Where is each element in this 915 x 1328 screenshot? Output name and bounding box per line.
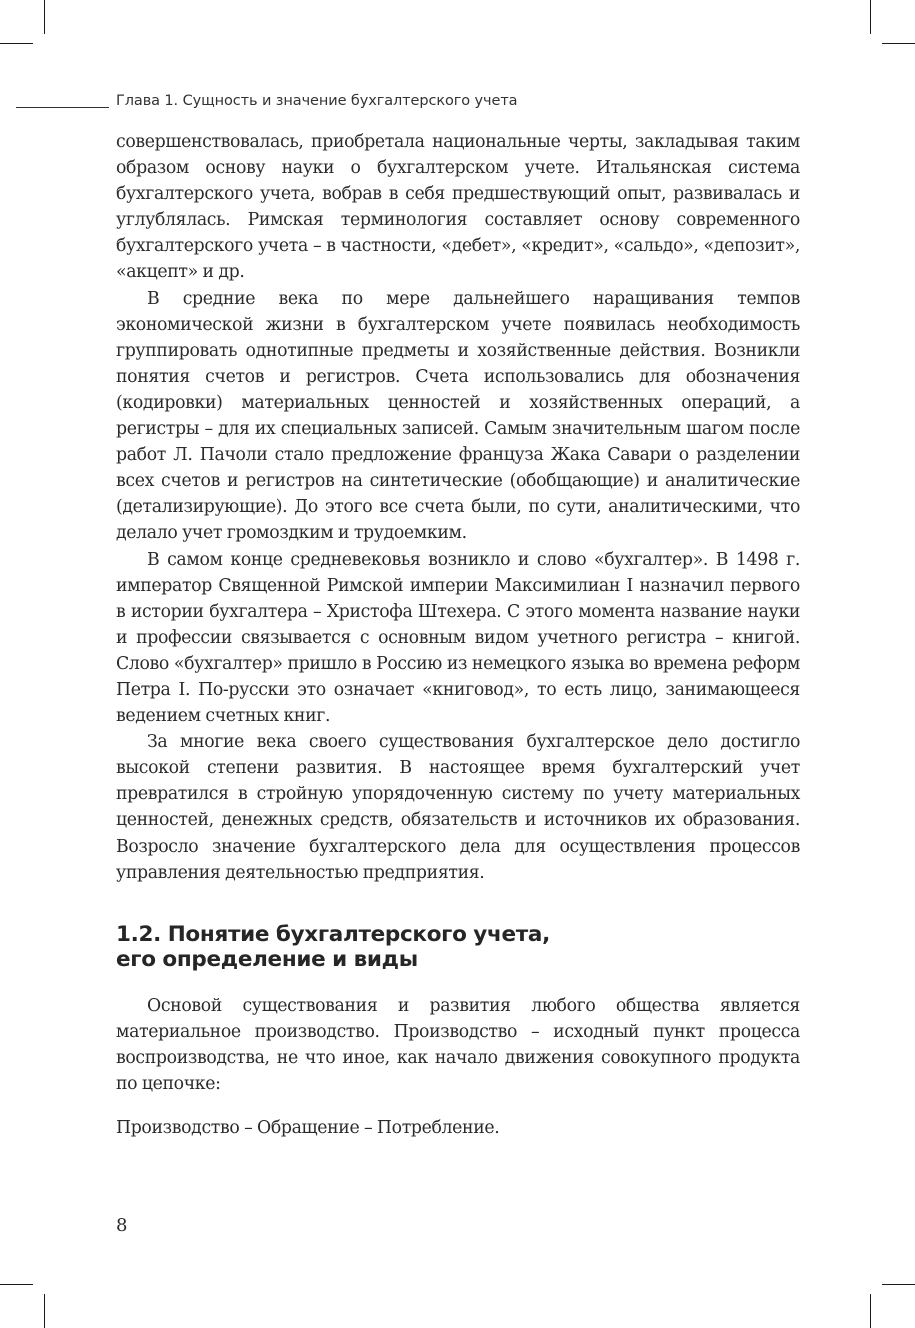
paragraph-bookkeeper-word: В самом конце средневековья возникло и слово «бухгалтер». В 1498 г. император Священной Римской империи Максимилиан I назначил первого в истории бухгалтера – Христофа Штехера. С этого момента название науки и профессии связывается с основным видом учетного регистра – книгой. Слово «бухгалтер» пришло в Россию из немецкого языка во времена реформ Петра I. По-русски это означает «книговод», то есть лицо, занимающееся ведением счетных книг. [116,549,800,727]
page-body [116,129,800,1141]
paragraph-middle-ages: В средние века по мере дальнейшего наращивания темпов экономической жизни в бухгалтерском учете появилась необходимость группировать однотипные предметы и хозяйственные действия. Возникли понятия счетов и регистров. Счета использовались для обозначения (кодировки) материальных ценностей и хозяйственных операций, а регистры – для их специальных записей. Самым значительным шагом после работ Л. Пачоли стало предложение француза Жака Савари о разделении всех счетов и регистров на синтетические (обобщающие) и аналитические (детализирующие). До этого все счета были, по сути, аналитическими, что делало учет громоздким и трудоемким. [116,288,800,544]
crop-mark-bottom-left-horizontal [0,1284,33,1285]
formula-chain: Производство – Обращение – Потребление. [116,1118,500,1139]
header-rule [16,107,109,108]
crop-mark-bottom-left [44,1294,45,1328]
paragraph-modern-accounting: За многие века своего существования бухгалтерское дело достигло высокой степени развития. В настоящее время бухгалтерский учет превратился в стройную упорядоченную систему по учету материальных ценностей, денежных средств, обязательств и источников их образования. Возросло значение бухгалтерского дела для осуществления процессов управления деятельностью предприятия. [116,732,800,883]
section-heading-line-1: 1.2. Понятие бухгалтерского учета, [116,921,550,947]
section-heading-line-2: его определение и виды [116,946,418,972]
paragraph-production: Основой существования и развития любого общества является материальное производство. Производство – исходный пункт процесса воспроизводства, не что иное, как начало движения совокупного продукта по цепочке: [116,995,800,1094]
section-heading [116,922,800,972]
crop-mark-bottom-right-horizontal [882,1284,915,1285]
crop-mark-bottom-right [870,1294,871,1328]
crop-mark-top-left [44,0,45,34]
paragraph-continuation: совершенствовалась, приобретала национальные черты, закладывая таким образом основу науки о бухгалтерском учете. Итальянская система бухгалтерского учета, вобрав в себя предшествующий опыт, развивалась и углублялась. Римская терминология составляет основу современного бухгалтерского учета – в частности, «дебет», «кредит», «сальдо», «депозит», «акцепт» и др. [116,132,800,283]
page-number: 8 [116,1215,128,1236]
crop-mark-top-right [870,0,871,34]
crop-mark-top-right-horizontal [882,43,915,44]
crop-mark-top-left-horizontal [0,43,33,44]
running-header: Глава 1. Сущность и значение бухгалтерского учета [116,93,518,109]
